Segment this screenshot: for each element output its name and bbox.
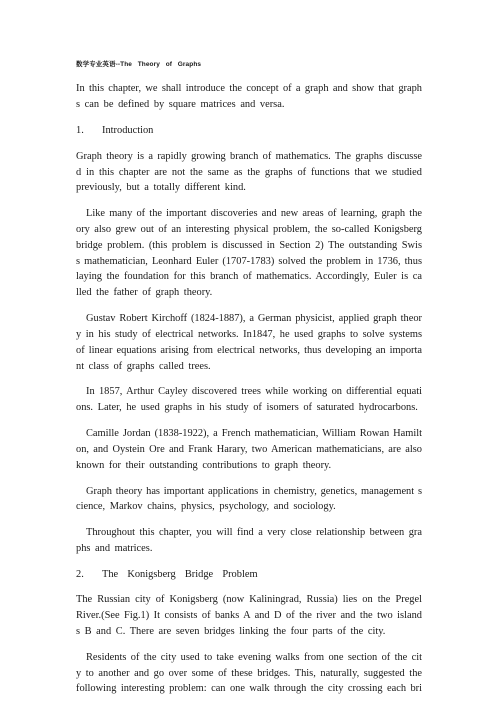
text-line: River.(See Fig.1) It consists of banks A and D of the river and the two island [76,610,422,621]
text-line: s mathematician, Leonhard Euler (1707-1783) solved the problem in 1736, thus [76,256,422,267]
text-line: Gustav Robert Kirchoff (1824-1887), a German physicist, applied graph theor [86,313,422,324]
text-line: nt class of graphs called trees. [76,361,211,372]
text-line: The Russian city of Konigsberg (now Kaliningrad, Russia) lies on the Pregel [76,594,422,605]
text-line: ons. Later, he used graphs in his study of isomers of saturated hydrocarbons. [76,402,418,413]
text-line: Camille Jordan (1838-1922), a French mathematician, William Rowan Hamilt [86,428,422,439]
section-number: 1. [76,125,84,136]
text-line: Throughout this chapter, you will find a very close relationship between gra [86,527,422,538]
text-line: known for their outstanding contributions to graph theory. [76,460,332,471]
text-line: of linear equations arising from electrical networks, thus developing an importa [76,345,422,356]
section-number: 2. [76,569,84,580]
section-heading [76,125,153,137]
text-line: In 1857, Arthur Cayley discovered trees while working on differential equati [86,386,422,397]
section-title: Introduction [102,125,154,136]
text-line: on, and Oystein Ore and Frank Harary, two American mathematicians, are also [76,444,422,455]
text-line: d in this chapter are not the same as the graphs of functions that we studied [76,167,422,178]
text-line: following interesting problem: can one walk through the city crossing each bri [76,683,422,694]
document-title: 数学专业英语--The Theory of Graphs [76,61,202,68]
text-line: Residents of the city used to take evening walks from one section of the cit [86,652,422,663]
text-line: phs and matrices. [76,543,153,554]
section-title: The Konigsberg Bridge Problem [102,569,258,580]
text-line: s B and C. There are seven bridges linking the four parts of the city. [76,626,386,637]
text-line: cience, Markov chains, physics, psychology, and sociology. [76,501,336,512]
text-line: ory also grew out of an interesting physical problem, the so-called Konigsberg [76,224,422,235]
text-line: y in his study of electrical networks. In1847, he used graphs to solve systems [76,329,422,340]
text-line: y to another and go over some of these bridges. This, naturally, suggested the [76,668,422,679]
section-heading [76,569,258,581]
text-line: laying the foundation for this branch of mathematics. Accordingly, Euler is ca [76,271,422,282]
text-line: Graph theory is a rapidly growing branch of mathematics. The graphs discusse [76,151,422,162]
text-line: previously, but a totally different kind. [76,182,246,193]
text-line: lled the father of graph theory. [76,287,213,298]
text-line: Like many of the important discoveries and new areas of learning, graph the [86,208,422,219]
text-line: s can be defined by square matrices and versa. [76,99,285,110]
text-line: In this chapter, we shall introduce the concept of a graph and show that graph [76,83,422,94]
text-line: Graph theory has important applications in chemistry, genetics, management s [86,486,422,497]
text-line: bridge problem. (this problem is discussed in Section 2) The outstanding Swis [76,240,422,251]
